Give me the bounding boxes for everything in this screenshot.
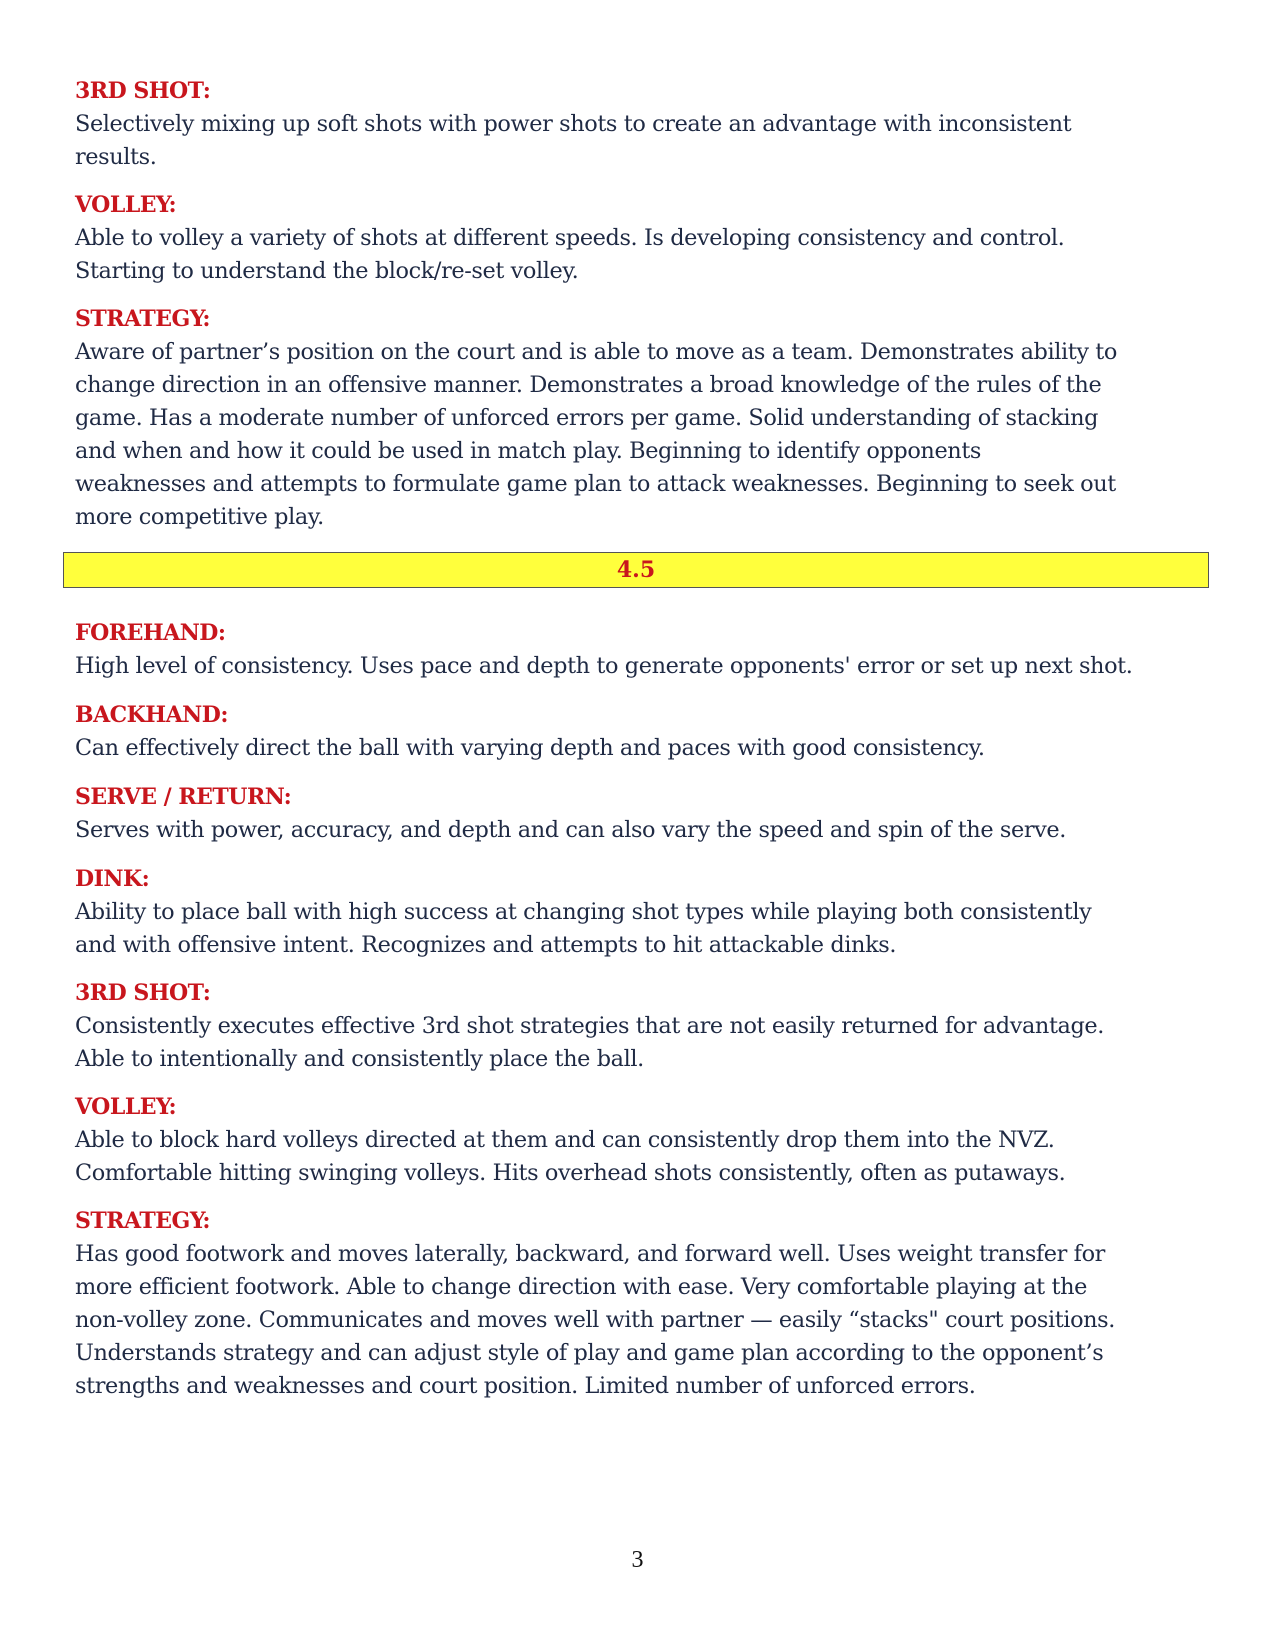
section-strategy-advanced — [75, 1205, 1225, 1403]
section-text-line: non-volley zone. Communicates and moves well with partner — easily “stacks" court positions. — [75, 1307, 1115, 1333]
section-heading: SERVE / RETURN: — [75, 784, 292, 810]
section-forehand — [75, 617, 1225, 683]
section-text-line: Able to block hard volleys directed at them and can consistently drop them into the NVZ. — [75, 1127, 1055, 1153]
section-text-line: more efficient footwork. Able to change direction with ease. Very comfortable playing at the — [75, 1274, 1087, 1300]
level-banner — [63, 552, 1209, 588]
section-text-line: more competitive play. — [75, 504, 324, 530]
section-text-line: and when and how it could be used in match play. Beginning to identify opponents — [75, 438, 982, 464]
section-text-line: Ability to place ball with high success at changing shot types while playing both consistently — [75, 899, 1092, 925]
section-heading: FOREHAND: — [75, 620, 226, 646]
section-heading: 3RD SHOT: — [75, 980, 211, 1006]
section-heading: 3RD SHOT: — [75, 78, 211, 104]
section-text-line: Comfortable hitting swinging volleys. Hits overhead shots consistently, often as putaways. — [75, 1160, 1066, 1186]
section-3rd-shot — [75, 75, 1225, 174]
section-text-line: change direction in an offensive manner. Demonstrates a broad knowledge of the rules of the — [75, 372, 1102, 398]
page-number: 3 — [631, 1547, 644, 1573]
section-3rd-shot-advanced — [75, 977, 1225, 1076]
section-heading: STRATEGY: — [75, 306, 210, 332]
section-text-line: Has good footwork and moves laterally, backward, and forward well. Uses weight transfer for — [75, 1241, 1105, 1267]
section-serve-return — [75, 781, 1225, 847]
section-volley-advanced — [75, 1091, 1225, 1190]
section-backhand — [75, 699, 1225, 765]
section-text-line: Can effectively direct the ball with varying depth and paces with good consistency. — [75, 735, 985, 761]
section-heading: STRATEGY: — [75, 1208, 210, 1234]
section-text-line: game. Has a moderate number of unforced errors per game. Solid understanding of stacking — [75, 405, 1099, 431]
section-text-line: Selectively mixing up soft shots with power shots to create an advantage with inconsistent — [75, 111, 1072, 137]
section-text-line: results. — [75, 144, 157, 170]
section-text-line: and with offensive intent. Recognizes and attempts to hit attackable dinks. — [75, 932, 897, 958]
section-dink — [75, 863, 1225, 962]
section-text-line: Serves with power, accuracy, and depth and can also vary the speed and spin of the serve. — [75, 817, 1066, 843]
section-text-line: Consistently executes effective 3rd shot strategies that are not easily returned for advantage. — [75, 1013, 1104, 1039]
section-strategy — [75, 303, 1225, 534]
section-text-line: Able to volley a variety of shots at different speeds. Is developing consistency and control. — [75, 225, 1065, 251]
section-heading: BACKHAND: — [75, 702, 228, 728]
section-heading: VOLLEY: — [75, 192, 177, 218]
section-heading: VOLLEY: — [75, 1094, 177, 1120]
section-text-line: Aware of partner’s position on the court and is able to move as a team. Demonstrates ability to — [75, 339, 1117, 365]
section-volley — [75, 189, 1225, 288]
section-text-line: Starting to understand the block/re-set volley. — [75, 258, 579, 284]
section-text-line: weaknesses and attempts to formulate game plan to attack weaknesses. Beginning to seek out — [75, 471, 1116, 497]
section-text-line: High level of consistency. Uses pace and depth to generate opponents' error or set up next shot. — [75, 653, 1133, 679]
section-text-line: Able to intentionally and consistently place the ball. — [75, 1046, 644, 1072]
section-text-line: strengths and weaknesses and court position. Limited number of unforced errors. — [75, 1373, 976, 1399]
section-text-line: Understands strategy and can adjust style of play and game plan according to the opponent’s — [75, 1340, 1104, 1366]
section-heading: DINK: — [75, 866, 150, 892]
level-label: 4.5 — [616, 557, 656, 583]
